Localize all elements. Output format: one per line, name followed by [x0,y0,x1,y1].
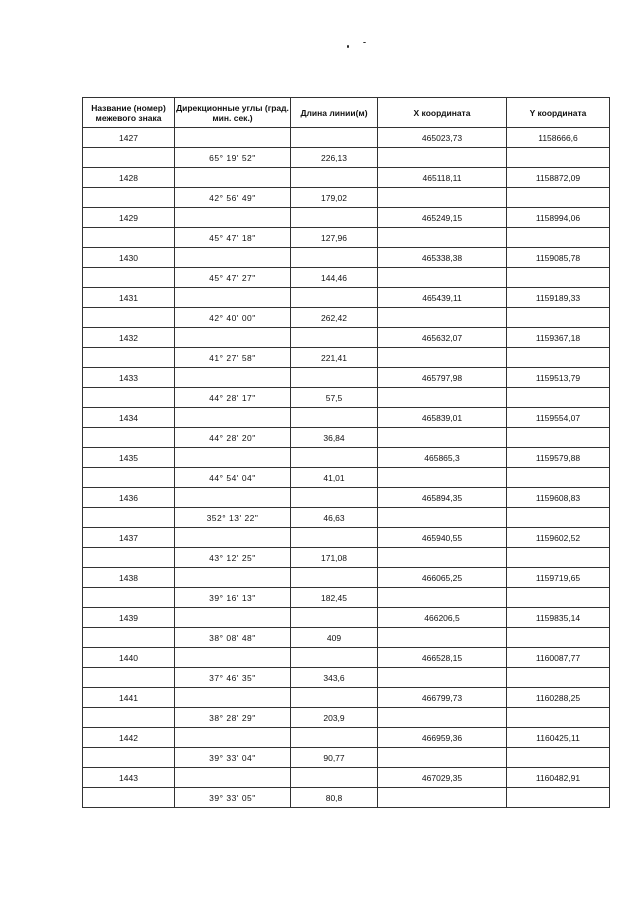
segment-row [83,588,610,608]
empty-cell [378,748,507,768]
line-length-cell: 144,46 [291,268,378,288]
point-row [83,488,610,508]
point-name-cell: 1443 [83,768,175,788]
segment-row [83,308,610,328]
direction-angle-cell: 39° 16' 13" [175,588,291,608]
x-coordinate-cell: 465894,35 [378,488,507,508]
line-length-cell: 57,5 [291,388,378,408]
empty-cell [83,268,175,288]
x-coordinate-cell: 465797,98 [378,368,507,388]
y-coordinate-cell: 1159835,14 [507,608,610,628]
empty-cell [83,388,175,408]
table-body [83,128,610,808]
header-x-coordinate: X координата [378,98,507,128]
empty-cell [83,748,175,768]
header-line-length: Длина линии(м) [291,98,378,128]
empty-cell [507,628,610,648]
segment-row [83,348,610,368]
y-coordinate-cell: 1159189,33 [507,288,610,308]
empty-cell [83,148,175,168]
empty-cell [175,368,291,388]
y-coordinate-cell: 1159513,79 [507,368,610,388]
empty-cell [291,688,378,708]
direction-angle-cell: 44° 28' 17" [175,388,291,408]
empty-cell [83,308,175,328]
empty-cell [378,388,507,408]
empty-cell [291,768,378,788]
line-length-cell: 41,01 [291,468,378,488]
line-length-cell: 409 [291,628,378,648]
point-row [83,568,610,588]
empty-cell [507,548,610,568]
empty-cell [175,248,291,268]
point-name-cell: 1432 [83,328,175,348]
empty-cell [291,448,378,468]
empty-cell [83,508,175,528]
direction-angle-cell: 44° 28' 20" [175,428,291,448]
y-coordinate-cell: 1159608,83 [507,488,610,508]
empty-cell [83,348,175,368]
point-row [83,368,610,388]
direction-angle-cell: 41° 27' 58" [175,348,291,368]
empty-cell [507,348,610,368]
segment-row [83,628,610,648]
empty-cell [507,388,610,408]
empty-cell [175,328,291,348]
empty-cell [378,788,507,808]
empty-cell [507,468,610,488]
point-name-cell: 1441 [83,688,175,708]
point-name-cell: 1435 [83,448,175,468]
empty-cell [175,768,291,788]
direction-angle-cell: 42° 40' 00" [175,308,291,328]
segment-row [83,428,610,448]
empty-cell [175,528,291,548]
empty-cell [378,668,507,688]
direction-angle-cell: 39° 33' 04" [175,748,291,768]
x-coordinate-cell: 465839,01 [378,408,507,428]
segment-row [83,468,610,488]
point-name-cell: 1428 [83,168,175,188]
point-name-cell: 1433 [83,368,175,388]
empty-cell [291,208,378,228]
empty-cell [507,148,610,168]
empty-cell [83,668,175,688]
segment-row [83,748,610,768]
point-row [83,728,610,748]
y-coordinate-cell: 1158872,09 [507,168,610,188]
empty-cell [175,488,291,508]
empty-cell [378,268,507,288]
point-row [83,288,610,308]
x-coordinate-cell: 465023,73 [378,128,507,148]
scan-speck [347,45,349,48]
direction-angle-cell: 38° 08' 48" [175,628,291,648]
empty-cell [291,528,378,548]
x-coordinate-cell: 467029,35 [378,768,507,788]
empty-cell [175,448,291,468]
empty-cell [507,588,610,608]
empty-cell [507,708,610,728]
point-row [83,328,610,348]
segment-row [83,708,610,728]
line-length-cell: 36,84 [291,428,378,448]
empty-cell [175,168,291,188]
empty-cell [83,788,175,808]
point-row [83,768,610,788]
x-coordinate-cell: 465632,07 [378,328,507,348]
segment-row [83,548,610,568]
x-coordinate-cell: 465249,15 [378,208,507,228]
point-name-cell: 1437 [83,528,175,548]
direction-angle-cell: 65° 19' 52" [175,148,291,168]
point-name-cell: 1440 [83,648,175,668]
x-coordinate-cell: 466959,36 [378,728,507,748]
segment-row [83,788,610,808]
line-length-cell: 179,02 [291,188,378,208]
empty-cell [175,688,291,708]
empty-cell [378,228,507,248]
empty-cell [507,668,610,688]
empty-cell [378,148,507,168]
header-y-coordinate: Y координата [507,98,610,128]
line-length-cell: 226,13 [291,148,378,168]
direction-angle-cell: 39° 33' 05" [175,788,291,808]
empty-cell [83,548,175,568]
direction-angle-cell: 38° 28' 29" [175,708,291,728]
point-name-cell: 1434 [83,408,175,428]
point-name-cell: 1427 [83,128,175,148]
segment-row [83,228,610,248]
empty-cell [83,628,175,648]
point-name-cell: 1429 [83,208,175,228]
x-coordinate-cell: 465865,3 [378,448,507,468]
empty-cell [175,608,291,628]
empty-cell [175,208,291,228]
empty-cell [507,228,610,248]
line-length-cell: 90,77 [291,748,378,768]
empty-cell [291,288,378,308]
y-coordinate-cell: 1159602,52 [507,528,610,548]
empty-cell [378,628,507,648]
empty-cell [291,648,378,668]
segment-row [83,668,610,688]
empty-cell [175,408,291,428]
point-name-cell: 1436 [83,488,175,508]
scan-speck [363,42,366,43]
header-direction-angle: Дирекционные углы (град. мин. сек.) [175,98,291,128]
x-coordinate-cell: 466065,25 [378,568,507,588]
y-coordinate-cell: 1159554,07 [507,408,610,428]
empty-cell [378,548,507,568]
point-row [83,208,610,228]
empty-cell [83,708,175,728]
empty-cell [291,728,378,748]
segment-row [83,508,610,528]
empty-cell [507,188,610,208]
segment-row [83,388,610,408]
empty-cell [83,188,175,208]
empty-cell [291,168,378,188]
empty-cell [378,468,507,488]
point-name-cell: 1442 [83,728,175,748]
y-coordinate-cell: 1159719,65 [507,568,610,588]
empty-cell [291,368,378,388]
y-coordinate-cell: 1158666,6 [507,128,610,148]
empty-cell [175,568,291,588]
header-point-name: Название (номер) межевого знака [83,98,175,128]
y-coordinate-cell: 1159579,88 [507,448,610,468]
empty-cell [378,348,507,368]
empty-cell [175,128,291,148]
empty-cell [175,288,291,308]
line-length-cell: 262,42 [291,308,378,328]
y-coordinate-cell: 1160482,91 [507,768,610,788]
direction-angle-cell: 45° 47' 18" [175,228,291,248]
empty-cell [378,708,507,728]
empty-cell [378,588,507,608]
empty-cell [83,468,175,488]
direction-angle-cell: 352° 13' 22" [175,508,291,528]
empty-cell [291,488,378,508]
y-coordinate-cell: 1160288,25 [507,688,610,708]
point-row [83,168,610,188]
line-length-cell: 343,6 [291,668,378,688]
x-coordinate-cell: 465439,11 [378,288,507,308]
point-row [83,248,610,268]
point-name-cell: 1430 [83,248,175,268]
empty-cell [507,508,610,528]
empty-cell [378,188,507,208]
line-length-cell: 203,9 [291,708,378,728]
point-name-cell: 1439 [83,608,175,628]
line-length-cell: 171,08 [291,548,378,568]
line-length-cell: 46,63 [291,508,378,528]
x-coordinate-cell: 465338,38 [378,248,507,268]
empty-cell [175,648,291,668]
segment-row [83,188,610,208]
direction-angle-cell: 45° 47' 27" [175,268,291,288]
empty-cell [291,568,378,588]
direction-angle-cell: 42° 56' 49" [175,188,291,208]
segment-row [83,268,610,288]
y-coordinate-cell: 1160425,11 [507,728,610,748]
x-coordinate-cell: 465940,55 [378,528,507,548]
point-row [83,408,610,428]
point-name-cell: 1431 [83,288,175,308]
x-coordinate-cell: 466799,73 [378,688,507,708]
point-row [83,128,610,148]
line-length-cell: 182,45 [291,588,378,608]
point-row [83,688,610,708]
empty-cell [83,428,175,448]
point-row [83,608,610,628]
line-length-cell: 221,41 [291,348,378,368]
empty-cell [83,228,175,248]
empty-cell [507,428,610,448]
direction-angle-cell: 43° 12' 25" [175,548,291,568]
empty-cell [507,308,610,328]
empty-cell [83,588,175,608]
boundary-coordinates-table [82,97,610,808]
y-coordinate-cell: 1159085,78 [507,248,610,268]
empty-cell [507,748,610,768]
empty-cell [378,428,507,448]
x-coordinate-cell: 466206,5 [378,608,507,628]
y-coordinate-cell: 1158994,06 [507,208,610,228]
point-name-cell: 1438 [83,568,175,588]
empty-cell [507,268,610,288]
line-length-cell: 127,96 [291,228,378,248]
empty-cell [291,328,378,348]
y-coordinate-cell: 1160087,77 [507,648,610,668]
x-coordinate-cell: 466528,15 [378,648,507,668]
point-row [83,448,610,468]
empty-cell [175,728,291,748]
empty-cell [291,248,378,268]
empty-cell [378,508,507,528]
x-coordinate-cell: 465118,11 [378,168,507,188]
empty-cell [291,408,378,428]
empty-cell [378,308,507,328]
empty-cell [507,788,610,808]
segment-row [83,148,610,168]
empty-cell [291,608,378,628]
table-header-row [83,98,610,128]
y-coordinate-cell: 1159367,18 [507,328,610,348]
point-row [83,528,610,548]
point-row [83,648,610,668]
direction-angle-cell: 44° 54' 04" [175,468,291,488]
empty-cell [291,128,378,148]
direction-angle-cell: 37° 46' 35" [175,668,291,688]
line-length-cell: 80,8 [291,788,378,808]
